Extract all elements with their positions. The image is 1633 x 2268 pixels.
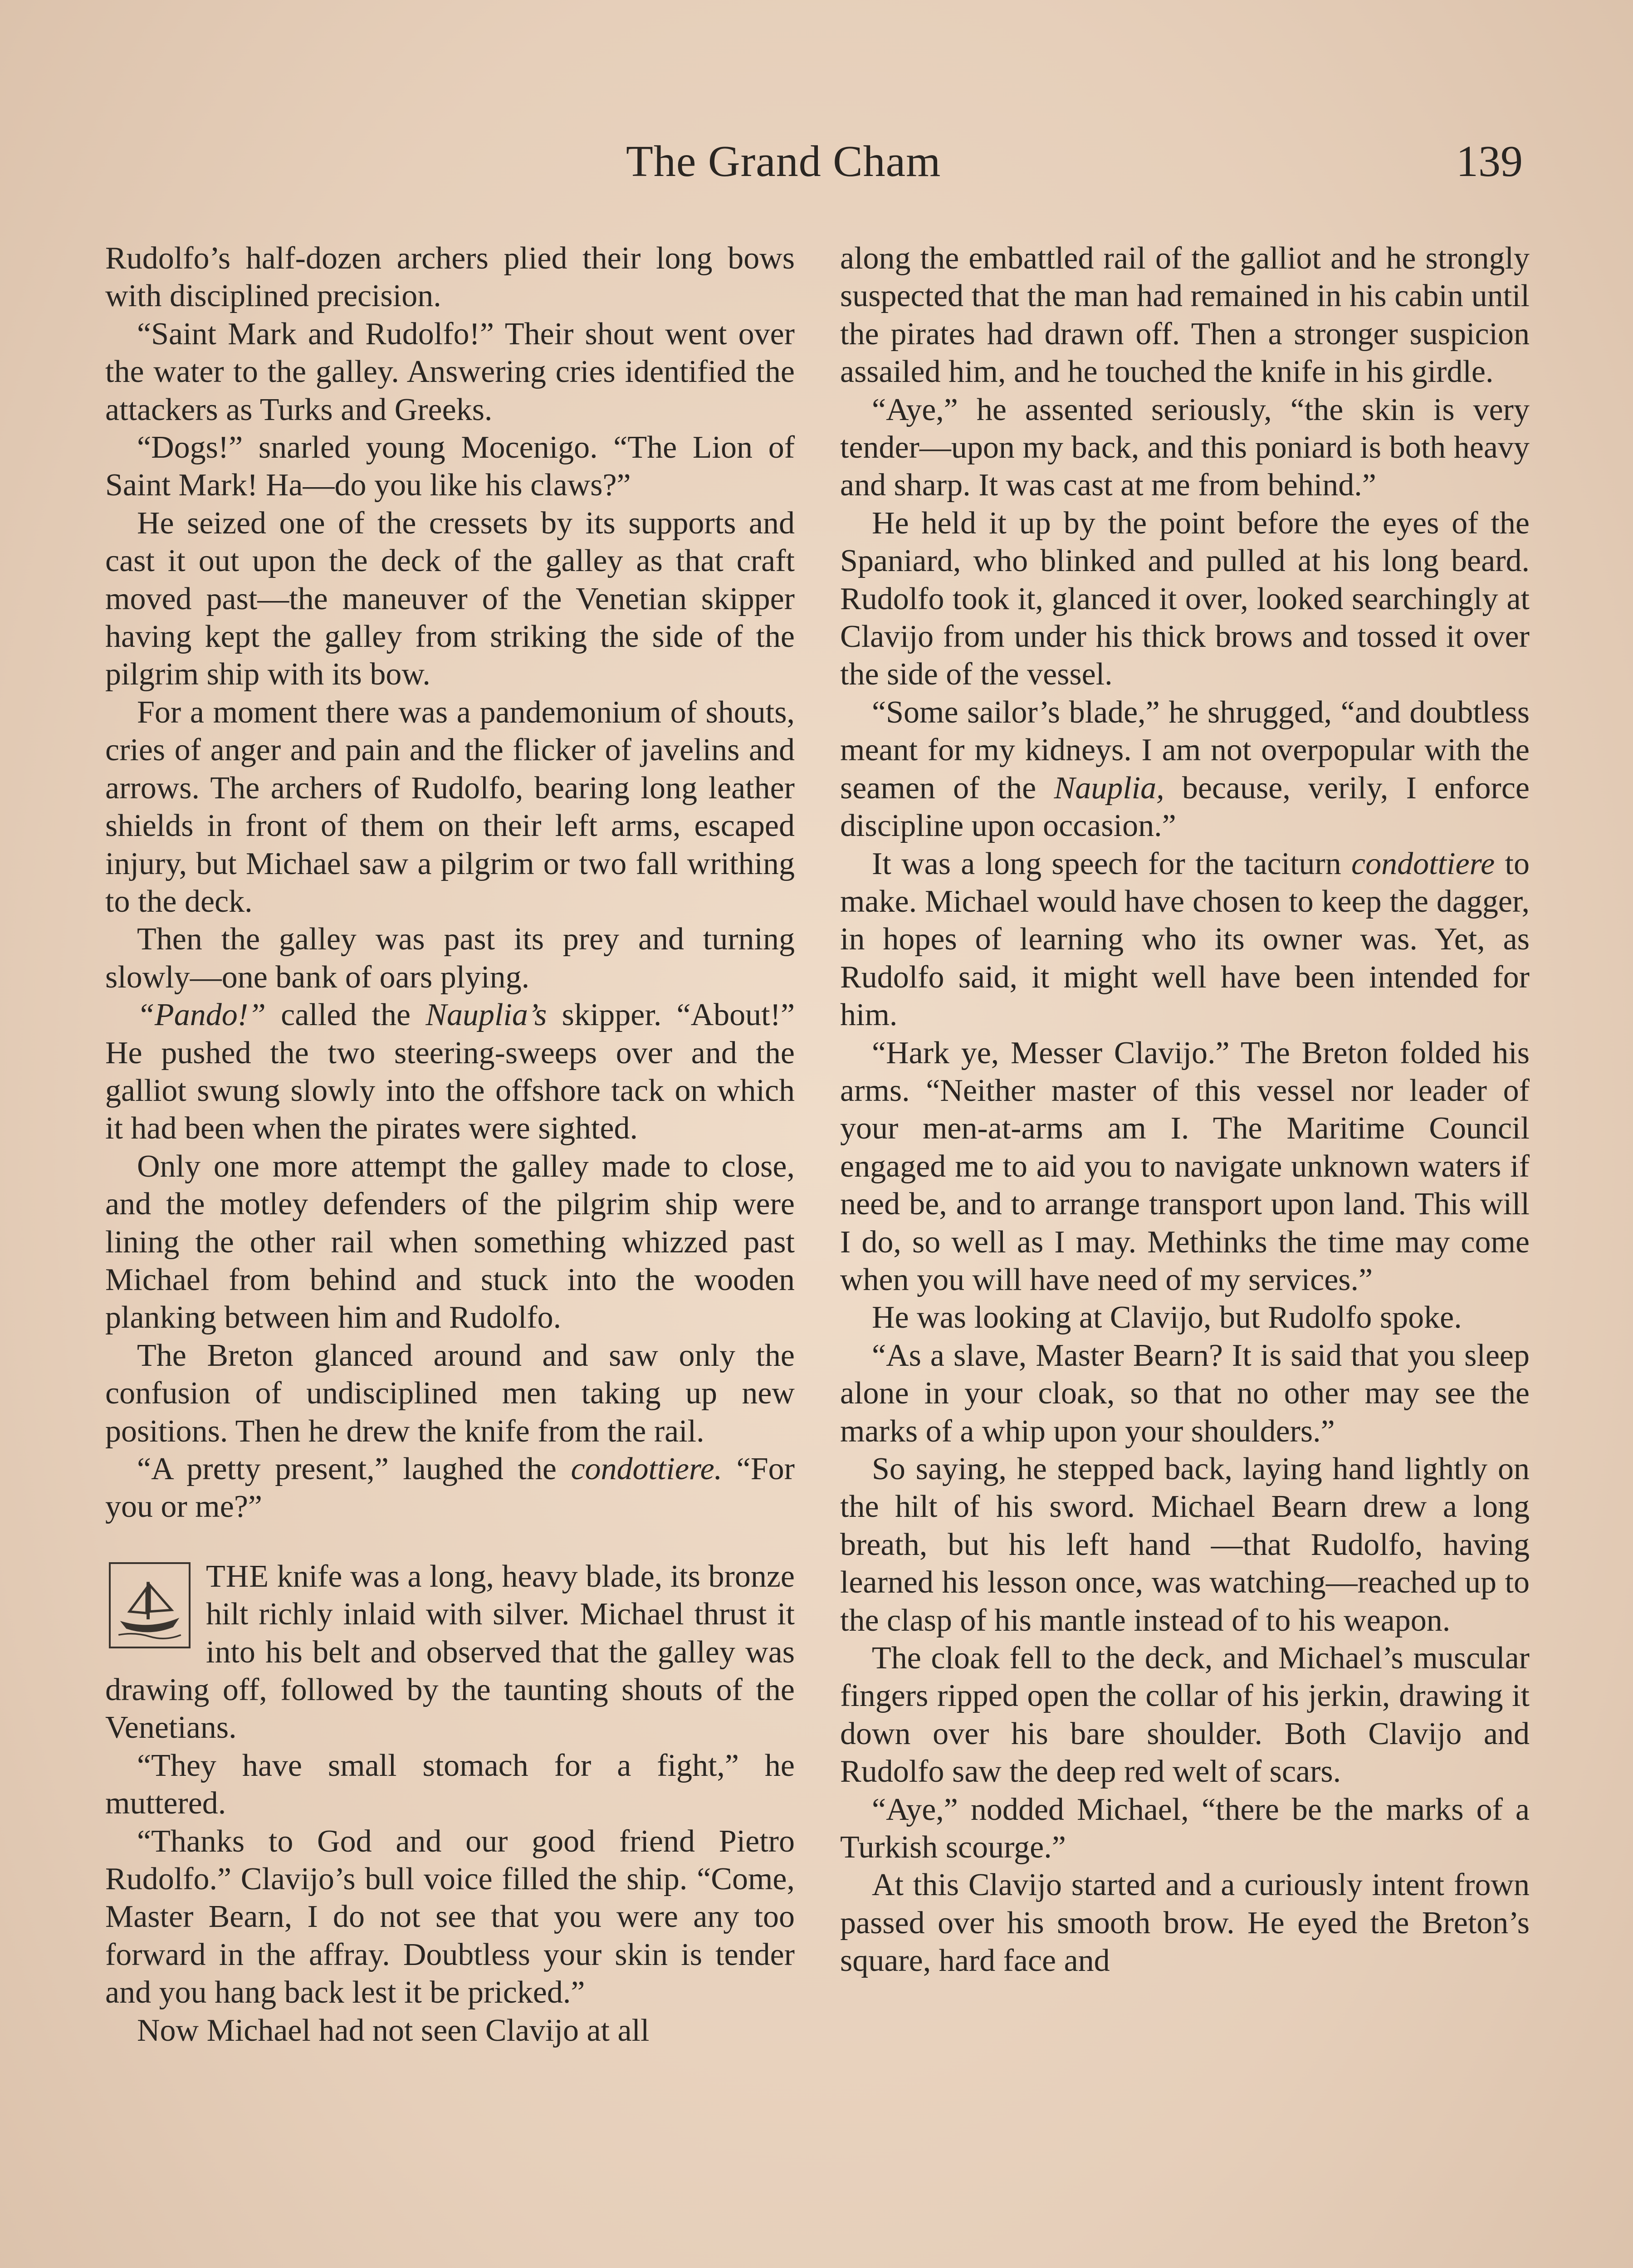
paragraph: The cloak fell to the deck, and Michael’s muscular fingers ripped open the collar of his jerkin, drawing it down over his bare shoulder. Both Clavijo and Rudolfo saw the deep red welt of scars. — [840, 1641, 1530, 1789]
text-run: It was a long speech for the taciturn — [872, 846, 1352, 881]
paragraph: Now Michael had not seen Clavijo at all — [137, 2013, 650, 2048]
italic-word: “Pando!” — [137, 997, 266, 1033]
italic-word: condottiere — [1351, 846, 1495, 881]
paragraph: For a moment there was a pandemonium of shouts, cries of anger and pain and the flicker of javelins and arrows. The archers of Rudolfo, bearing long leather shields in front of them on their left arms, escaped injury, but Michael saw a pilgrim or two fall writhing to the deck. — [105, 694, 795, 919]
paragraph: So saying, he stepped back, laying hand lightly on the hilt of his sword. Michael Bearn drew a long breath, but his left hand —that Rudolfo, having learned his lesson once, was watching—reached up to the clasp of his mantle instead of to his weapon. — [840, 1452, 1530, 1638]
paragraph: He seized one of the cressets by its supports and cast it out upon the deck of the galley as that craft moved past—the maneuver of the Venetian skipper having kept the galley from striking the side of the pilgrim ship with its bow. — [105, 505, 795, 692]
ship-ornament-icon — [109, 1562, 191, 1648]
text-run: because, verily, I enforce discipline upon occasion.” — [840, 770, 1530, 844]
ship-name: Nauplia’s — [425, 997, 547, 1033]
text-run: to make. Michael would have chosen to keep the dagger, in hopes of learning who its owner was. Yet, as Rudolfo said, it might well have been intended for him. — [840, 846, 1530, 1033]
paragraph: He was looking at Clavijo, but Rudolfo spoke. — [872, 1300, 1462, 1335]
paragraph: “Hark ye, Messer Clavijo.” The Breton folded his arms. “Neither master of this vessel nor leader of your men-at-arms am I. The Maritime Council engaged me to aid you to navigate unknown waters if need be, and to arrange transport upon land. This will I do, so well as I may. Methinks the time may come when you will have need of my services.” — [840, 1035, 1530, 1297]
paragraph-section-start — [105, 1558, 795, 1747]
paragraph-speech — [840, 845, 1530, 1034]
paragraph: Only one more attempt the galley made to close, and the motley defenders of the pilgrim ship were lining the other rail when something whizzed past Michael from behind and stuck into the wooden planking between him and Rudolfo. — [105, 1149, 795, 1335]
paragraph-pando — [105, 996, 795, 1148]
paragraph: “Aye,” nodded Michael, “there be the marks of a Turkish scourge.” — [840, 1792, 1530, 1865]
paragraph: At this Clavijo started and a curiously intent frown passed over his smooth brow. He eyed the Breton’s square, hard face and — [840, 1867, 1530, 1979]
paragraph: “They have small stomach for a fight,” he muttered. — [105, 1748, 795, 1821]
section-lead-word: THE — [206, 1559, 269, 1594]
text-run: “A pretty present,” laughed the — [137, 1452, 571, 1486]
paragraph: along the embattled rail of the galliot and he strongly suspected that the man had remained in his cabin until the pirates had drawn off. Then a stronger suspicion assailed him, and he touched the knife in his girdle. — [840, 241, 1530, 390]
paragraph: “As a slave, Master Bearn? It is said that you sleep alone in your cloak, so that no other may see the marks of a whip upon your shoulders.” — [840, 1338, 1530, 1449]
page-number: 139 — [1456, 137, 1523, 186]
text-run: skipper. “About!” He pushed the two steering-sweeps over and the galliot swung slowly into the offshore tack on which it had been when the pirates were sighted. — [105, 997, 795, 1146]
paragraph: “Thanks to God and our good friend Pietro Rudolfo.” Clavijo’s bull voice filled the ship. “Come, Master Bearn, I do not see that you were any too forward in the affray. Doubtless your skin is tender and you hang back lest it be pricked.” — [105, 1823, 795, 2010]
paragraph: The Breton glanced around and saw only the confusion of undisciplined men taking up new positions. Then he drew the knife from the rail. — [105, 1338, 795, 1449]
paragraph-pretty — [105, 1450, 795, 1526]
italic-word: condottiere. — [571, 1452, 723, 1486]
paragraph: “Aye,” he assented seriously, “the skin is very tender—upon my back, and this poniard is both heavy and sharp. It was cast at me from behind.” — [840, 392, 1530, 503]
text-run: “Some sailor’s blade,” he shrugged, “and doubtless meant for my kidneys. I am not overpopular with the seamen of the — [840, 694, 1530, 806]
text-run: “For you or me?” — [105, 1452, 795, 1525]
page-title: The Grand Cham — [626, 137, 941, 186]
text-run: called the — [265, 997, 426, 1033]
paragraph: Rudolfo’s half-dozen archers plied their long bows with disciplined precision. — [105, 241, 795, 314]
right-column — [840, 240, 1530, 1980]
paragraph: “Dogs!” snarled young Mocenigo. “The Lion of Saint Mark! Ha—do you like his claws?” — [105, 430, 795, 503]
paragraph: “Saint Mark and Rudolfo!” Their shout went over the water to the galley. Answering cries identified the attackers as Turks and Greeks. — [105, 316, 795, 427]
paragraph: He held it up by the point before the eyes of the Spaniard, who blinked and pulled at his long beard. Rudolfo took it, glanced it over, looked searchingly at Clavijo from under his thick brows and tossed it over the side of the vessel. — [840, 505, 1530, 692]
ship-name: Nauplia, — [1054, 770, 1164, 806]
running-head — [0, 136, 1633, 191]
text-run: knife was a long, heavy blade, its bronze hilt richly inlaid with silver. Michael thrust it into his belt and observed that the galley was drawing off, followed by the taunting shouts of the Venetians. — [105, 1559, 795, 1745]
left-column — [105, 240, 795, 2049]
paragraph-sailor — [840, 694, 1530, 845]
paragraph: Then the galley was past its prey and turning slowly—one bank of oars plying. — [105, 922, 795, 995]
